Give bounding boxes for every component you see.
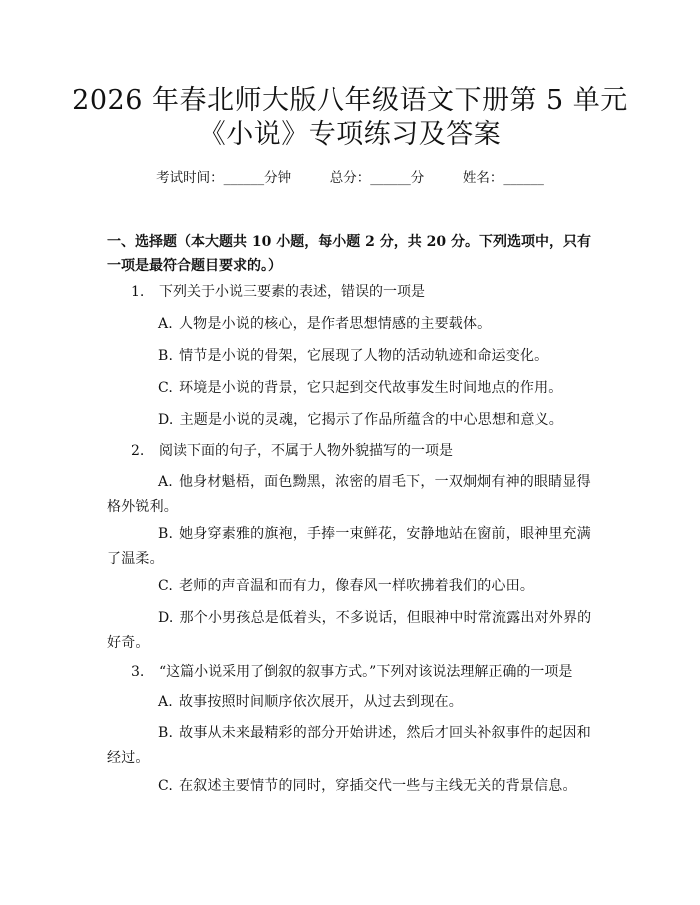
exam-meta-row (0, 168, 700, 188)
option-text: 他身材魁梧，面色黝黑，浓密的眉毛下，一双炯炯有神的眼睛显得格外锐利。 (107, 474, 591, 515)
option-letter: C. (158, 578, 174, 594)
question-number: 1. (131, 284, 145, 300)
answer-option (107, 344, 595, 369)
option-letter: A. (158, 474, 173, 490)
question-text: 阅读下面的句子，不属于人物外貌描写的一项是 (159, 443, 453, 459)
answer-option (107, 721, 595, 771)
page-title-line-1: 2026 年春北师大版八年级语文下册第 5 单元 (72, 85, 628, 116)
student-name-field: 姓名：______ (462, 170, 544, 186)
option-letter: A. (158, 694, 173, 710)
option-text: 主题是小说的灵魂，它揭示了作品所蕴含的中心思想和意义。 (179, 412, 563, 428)
answer-option (107, 408, 595, 433)
question-number: 2. (131, 443, 145, 459)
option-text: 人物是小说的核心，是作者思想情感的主要载体。 (178, 316, 492, 332)
option-letter: D. (158, 412, 174, 428)
answer-option (107, 522, 595, 572)
answer-option (107, 470, 595, 520)
option-text: 环境是小说的背景，它只起到交代故事发生时间地点的作用。 (179, 380, 563, 396)
option-text: 她身穿素雅的旗袍，手捧一束鲜花，安静地站在窗前，眼神里充满了温柔。 (107, 526, 591, 567)
option-letter: B. (158, 526, 174, 542)
option-letter: D. (158, 610, 174, 626)
option-letter: B. (158, 725, 174, 741)
section-heading: 一、选择题（本大题共 10 小题，每小题 2 分，共 20 分。下列选项中，只有一项是最符合题目要求的。） (107, 234, 591, 274)
option-text: 情节是小说的骨架，它展现了人物的活动轨迹和命运变化。 (179, 348, 549, 364)
answer-option (107, 690, 595, 715)
page-title-line-2: 《小说》专项练习及答案 (198, 119, 502, 150)
option-text: 老师的声音温和而有力，像春风一样吹拂着我们的心田。 (179, 578, 535, 594)
exam-time-field: 考试时间：______分钟 (156, 170, 292, 186)
answer-option (107, 376, 595, 401)
question-text: “这篇小说采用了倒叙的叙事方式。”下列对该说法理解正确的一项是 (159, 664, 573, 680)
option-letter: C. (158, 778, 174, 794)
option-text: 那个小男孩总是低着头，不多说话，但眼神中时常流露出对外界的好奇。 (107, 610, 592, 651)
total-score-field: 总分：______分 (329, 170, 425, 186)
answer-option (107, 774, 595, 799)
option-text: 在叙述主要情节的同时，穿插交代一些与主线无关的背景信息。 (179, 778, 577, 794)
option-letter: B. (158, 348, 174, 364)
answer-option (107, 312, 595, 337)
answer-option (107, 606, 595, 656)
option-text: 故事按照时间顺序依次展开，从过去到现在。 (178, 694, 463, 710)
answer-option (107, 574, 595, 599)
question-text: 下列关于小说三要素的表述，错误的一项是 (159, 284, 425, 300)
option-letter: C. (158, 380, 174, 396)
option-text: 故事从未来最精彩的部分开始讲述，然后才回头补叙事件的起因和经过。 (107, 725, 591, 766)
question-number: 3. (131, 664, 145, 680)
option-letter: A. (158, 316, 173, 332)
